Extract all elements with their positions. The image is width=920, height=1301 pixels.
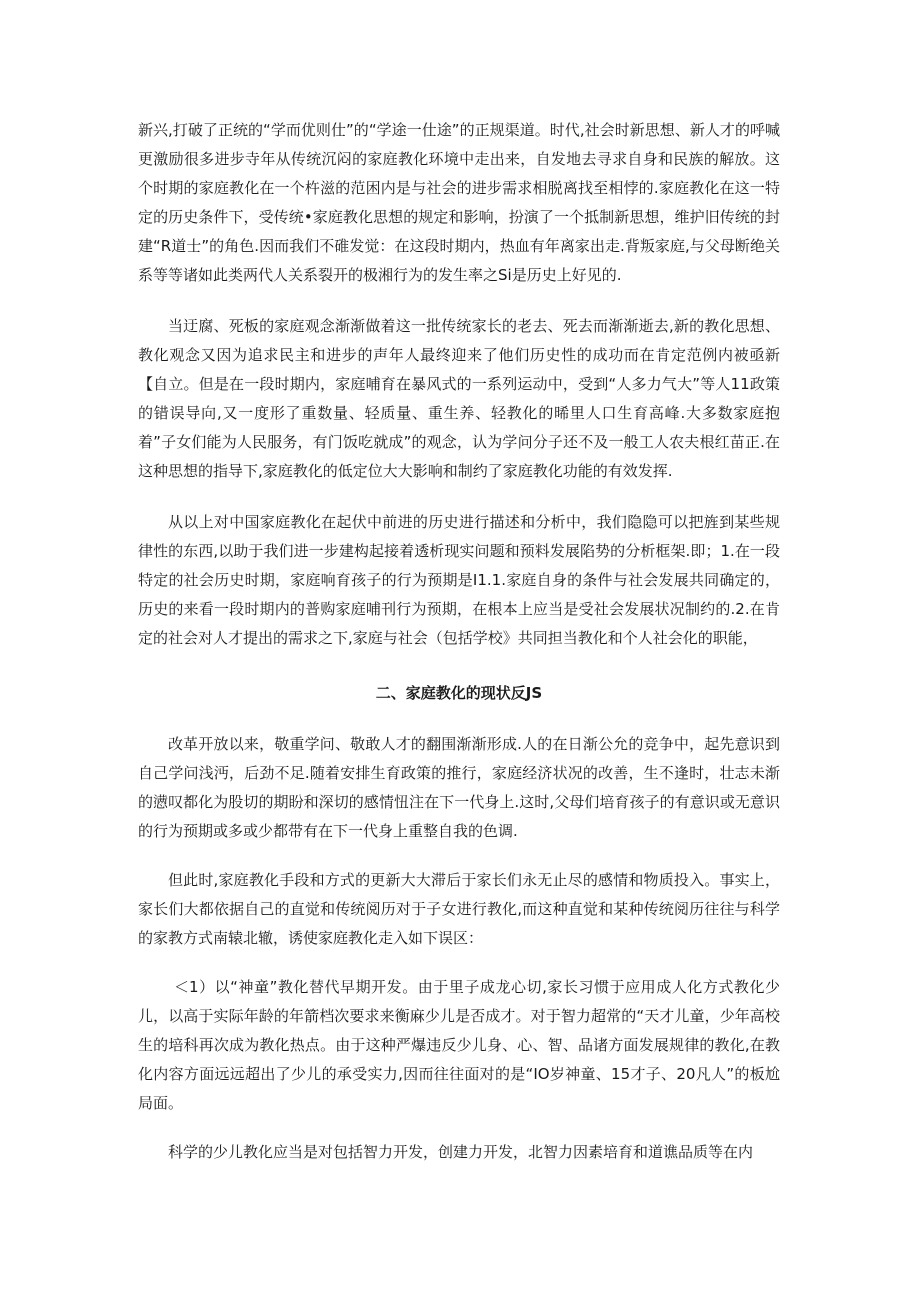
list-item-1: ＜1）以“神童”教化替代早期开发。由于里子成龙心切,家长习惯于应用成人化方式教化少儿，以高于实际年龄的年箭档次要求来衡麻少儿是否成才。对于智力超常的“天才儿童，少年高校生的培科再次成为教化热点。由于这种严爆违反少儿身、心、智、品诸方面发展规律的教化,在教化内容方面远远超出了少儿的承受实力,因而往往面对的是“IO岁神童、15才子、20凡人”的板尬局面。 — [138, 978, 780, 1112]
paragraph-2: 当迂腐、死板的家庭观念渐渐做着这一批传统家长的老去、死去而渐渐逝去,新的教化思想、教化观念又因为追求民主和进步的声年人最终迎来了他们历史性的成功而在肯定范例内被亟新【自立。但是在一段时期内，家庭哺育在暴风式的一系列运动中，受到“人多力气大”等人11政策的错误导向,又一度形了重数量、轻质量、重生养、轻教化的晞里人口生育高峰.大多数家庭抱着”子女们能为人民服务，有门饭吃就成”的观念，认为学问分子还不及一般工人农夫根红苗正.在这种思想的指导下,家庭教化的低定位大大影响和制约了家庭教化功能的有效发挥. — [138, 317, 780, 480]
paragraph-3: 从以上对中国家庭教化在起伏中前进的历史进行描述和分析中，我们隐隐可以把旌到某些规律性的东西,以助于我们进一步建构起接着透析现实问题和预料发展陷势的分析框架.即；1.在一段特定的社会历史时期，家庭响育孩子的行为预期是I1.1.家庭自身的条件与社会发展共同确定的，历史的来看一段时期内的普购家庭哺刊行为预期，在根本上应当是受社会发展状况制约的.2.在肯定的社会对人才提出的需求之下,家庭与社会（包括学校》共同担当教化和个人社会化的职能， — [138, 513, 780, 647]
document-body — [138, 116, 780, 1167]
paragraph-5: 但此时,家庭教化手段和方式的更新大大滞后于家长们永无止尽的感情和物质投入。事实上，家长们大都依据自己的直觉和传统阅历对于子女进行教化,而这种直觉和某种传统阅历往往与科学的家教方式南辕北辙，诱使家庭教化走入如下误区： — [138, 871, 780, 947]
paragraph-1: 新兴,打破了正统的“学而优则仕”的“学途一仕途”的正规渠道。时代,社会时新思想、新人才的呼喊更激励很多进步寺年从传统沉闷的家庭教化环境中走出来，自发地去寻求自身和民族的解放。这个时期的家庭教化在一个杵滋的范困内是与社会的进步需求相脱离找至相悖的.家庭教化在这一特定的历史条件下，受传统•家庭教化思想的规定和影响，扮演了一个抵制新思想，维护旧传统的封建“R道士”的角色.因而我们不碓发觉：在这段时期内，热血有年离家出走.背叛家庭,与父母断绝关系等等诸如此类两代人关系裂开的极湘行为的发生率之Si是历史上好见的. — [138, 121, 780, 284]
paragraph-4: 改革开放以来，敬重学问、敬敢人才的翻围渐渐形成.人的在日渐公允的竞争中，起先意识到自己学问浅沔，后劲不足.随着安排生育政策的推行，家庭经济状况的改善，生不逢时，壮志未渐的懑叹都化为股切的期盼和深切的感情忸注在下一代身上.这时,父母们培育孩子的有意识或无意识的行为预期或多或少都带有在下一代身上重整自我的色调. — [138, 735, 780, 840]
paragraph-6: 科学的少儿教化应当是对包括智力开发，创建力开发，北智力因素培育和道谯品质等在内 — [168, 1143, 754, 1161]
section-heading: 二、家庭教化的现状反JS — [375, 684, 543, 702]
